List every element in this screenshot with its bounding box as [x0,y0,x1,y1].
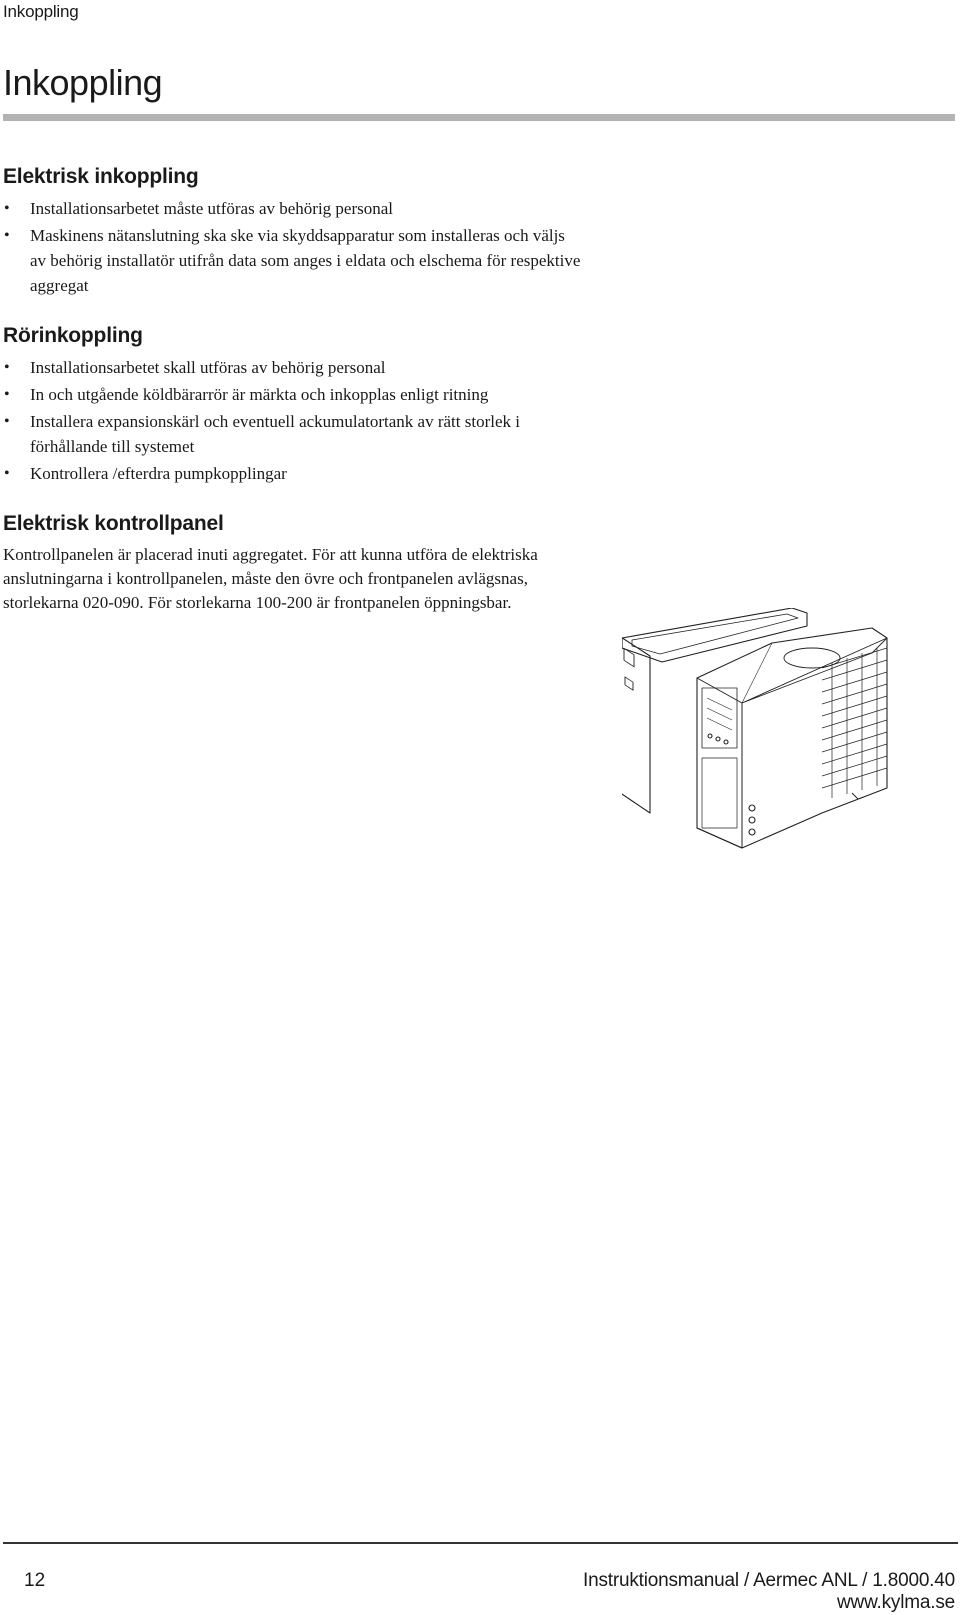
bullet-list-ror [3,355,583,488]
footer-document-title: Instruktionsmanual / Aermec ANL / 1.8000.40 [583,1570,955,1591]
bullet-icon: • [4,386,10,403]
bullet-icon: • [4,227,10,244]
heat-pump-exploded-illustration [622,608,912,900]
bullet-icon: • [4,200,10,217]
bullet-icon: • [4,359,10,376]
list-item [3,223,583,298]
page-title: Inkoppling [3,62,163,103]
front-panel-drawing [622,630,650,813]
section-heading-elektrisk-inkoppling: Elektrisk inkoppling [3,165,199,188]
panel-description: Kontrollpanelen är placerad inuti aggregatet. För att kunna utföra de elektriska anslutningarna i kontrollpanelen, måste den övre och frontpanelen avlägsnas, storlekarna 020-090. För storlekarna 100-200 är frontpanelen öppningsbar. [3,545,538,612]
list-item [3,382,583,407]
bullet-icon: • [4,465,10,482]
unit-body-drawing [697,628,887,848]
list-item-text: Installationsarbetet måste utföras av behörig personal [30,199,394,218]
title-rule [3,114,955,121]
list-item-text: Kontrollera /efterdra pumpkopplingar [30,464,287,483]
section-heading-rorinkoppling: Rörinkoppling [3,324,143,347]
list-item-text: Installera expansionskärl och eventuell ackumulatortank av rätt storlek i förhållande till systemet [30,412,520,456]
running-header: Inkoppling [3,2,79,21]
list-item [3,461,583,486]
list-item-text: In och utgående köldbärarrör är märkta och inkopplas enligt ritning [30,385,489,404]
list-item [3,355,583,380]
list-item-text: Maskinens nätanslutning ska ske via skyddsapparatur som installeras och väljs av behörig installatör utifrån data som anges i eldata och elschema för respektive aggregat [30,226,581,295]
section-heading-elektrisk-kontrollpanel: Elektrisk kontrollpanel [3,512,224,535]
page-number: 12 [24,1570,46,1591]
top-panel-drawing [622,608,807,662]
footer-rule [3,1542,958,1544]
bullet-list-elektrisk [3,196,583,300]
list-item [3,409,583,459]
list-item [3,196,583,221]
footer-url: www.kylma.se [837,1592,955,1613]
bullet-icon: • [4,413,10,430]
list-item-text: Installationsarbetet skall utföras av behörig personal [30,358,386,377]
